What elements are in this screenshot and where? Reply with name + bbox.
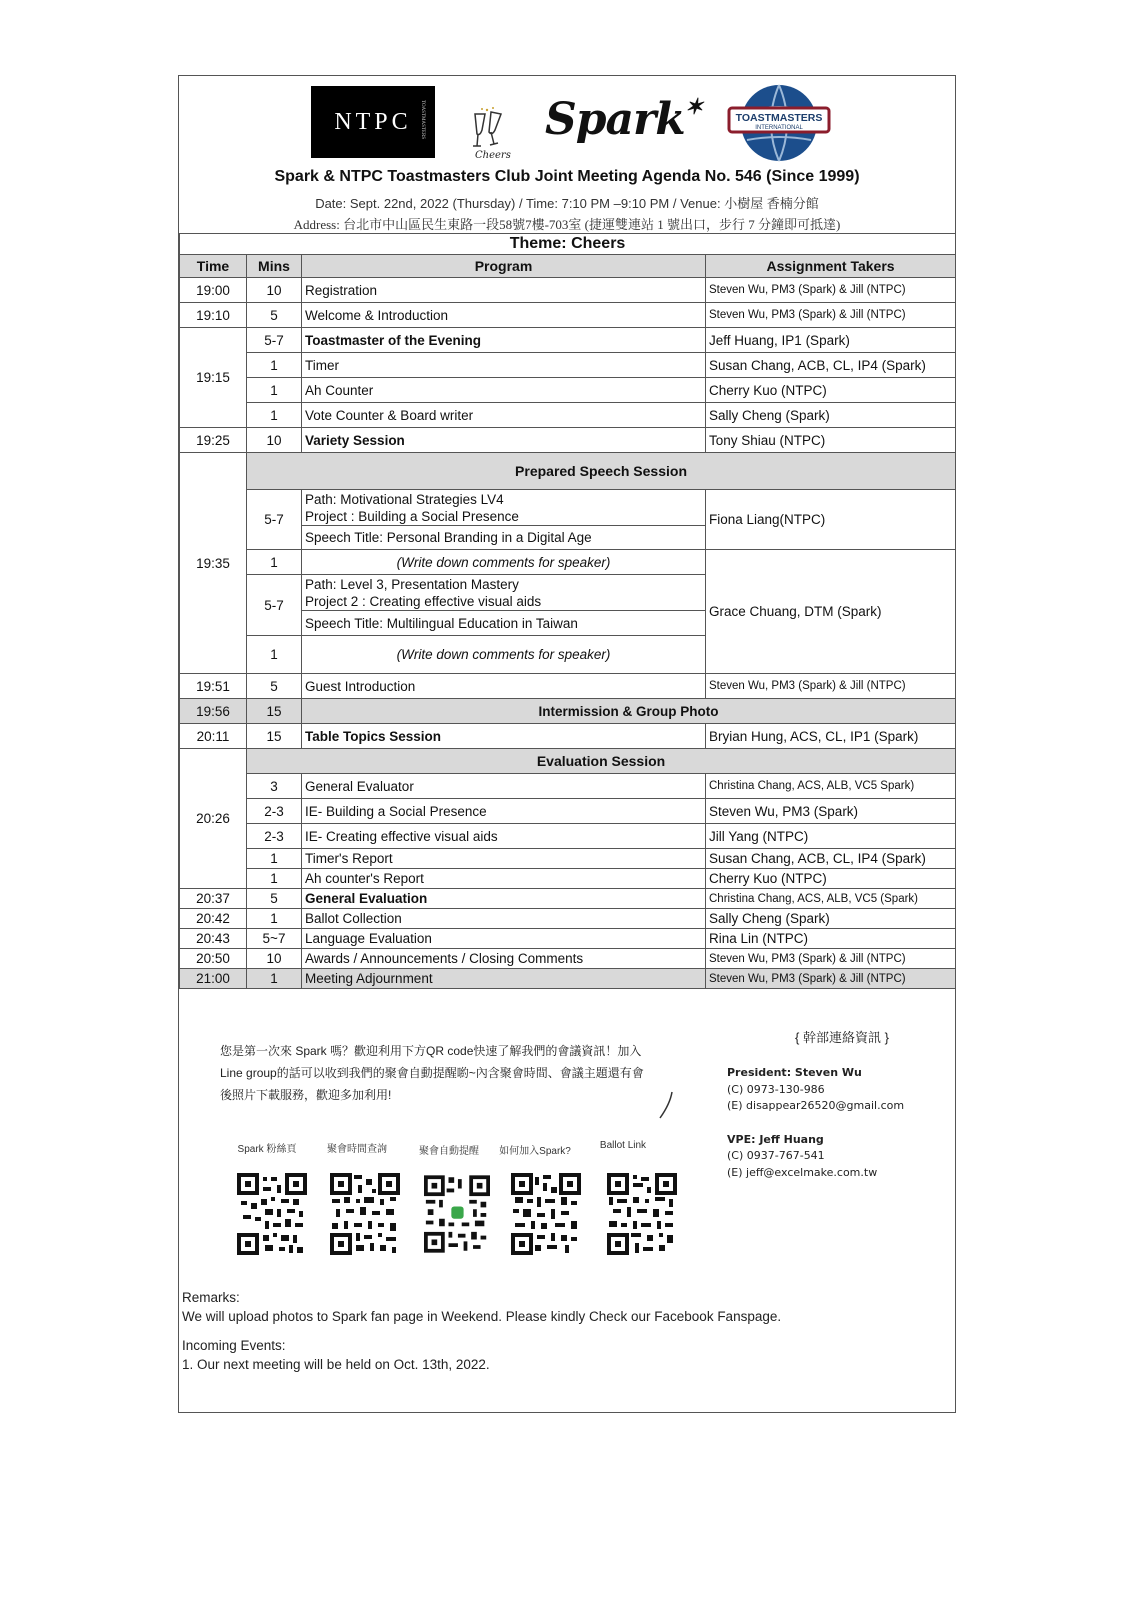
row-program: Intermission & Group Photo [302, 699, 956, 724]
row-time: 19:35 [180, 453, 247, 674]
row-program: Ballot Collection [302, 909, 706, 929]
table-header [180, 255, 956, 278]
president-email: (E) disappear26520@gmail.com [727, 1099, 905, 1112]
newcomer-intro [220, 1040, 700, 1106]
qr-label: 聚會自動提醒 [419, 1146, 479, 1157]
vpe-phone: (C) 0937-767-541 [727, 1149, 825, 1162]
row-mins: 1 [247, 636, 302, 674]
row-time: 20:26 [180, 749, 247, 889]
section-title: Prepared Speech Session [247, 453, 956, 490]
row-mins: 1 [247, 403, 302, 428]
row-program: Timer [302, 353, 706, 378]
row-program: Vote Counter & Board writer [302, 403, 706, 428]
meeting-address: Address: 台北市中山區民生東路一段58號7樓-703室 (捷運雙連站 1 號出口，步行 7 分鐘即可抵達) [293, 217, 841, 232]
row-program: Toastmaster of the Evening [302, 328, 706, 353]
cheers-glasses-icon [461, 106, 515, 162]
row-taker: Christina Chang, ACS, ALB, VC5 (Spark) [706, 889, 956, 909]
row-mins: 1 [247, 909, 302, 929]
table-row [180, 278, 956, 303]
table-row [180, 869, 956, 889]
ntpc-logo-text: NTPC [334, 108, 412, 135]
row-time: 19:00 [180, 278, 247, 303]
table-row [180, 849, 956, 869]
table-row [180, 889, 956, 909]
column-header: Program [302, 255, 706, 278]
row-taker: Steven Wu, PM3 (Spark) & Jill (NTPC) [706, 303, 956, 328]
row-mins: 5-7 [247, 328, 302, 353]
qr-label: 聚會時間查詢 [327, 1144, 387, 1155]
vpe-email: (E) jeff@excelmake.com.tw [727, 1165, 878, 1179]
comment-row [180, 550, 956, 575]
row-time: 20:43 [180, 929, 247, 949]
speech-row [180, 490, 956, 526]
row-taker: Sally Cheng (Spark) [706, 909, 956, 929]
theme-row [180, 234, 956, 255]
table-row [180, 929, 956, 949]
theme-title: Theme: Cheers [180, 234, 956, 255]
row-taker: Susan Chang, ACB, CL, IP4 (Spark) [706, 849, 956, 869]
row-mins: 1 [247, 849, 302, 869]
row-mins: 15 [247, 724, 302, 749]
ntpc-logo [311, 86, 435, 158]
table-row [180, 824, 956, 849]
toastmasters-international-logo [727, 82, 831, 164]
row-program: Timer's Report [302, 849, 706, 869]
row-mins: 1 [247, 378, 302, 403]
row-mins: 5 [247, 889, 302, 909]
meeting-dateline: Date: Sept. 22nd, 2022 (Thursday) / Time: 7:10 PM –9:10 PM / Venue: 小樹屋 香楠分館 [315, 196, 819, 211]
qr-code-ballot-link[interactable] [603, 1173, 681, 1255]
spark-logo: Spark✶ [545, 94, 703, 145]
row-program: Table Topics Session [302, 724, 706, 749]
logo-bar [179, 76, 955, 176]
speech-title: Speech Title: Multilingual Education in Taiwan [302, 611, 706, 636]
row-taker: Cherry Kuo (NTPC) [706, 378, 956, 403]
comment-note: (Write down comments for speaker) [302, 550, 706, 575]
cheers-logo-text: Cheers [475, 150, 511, 161]
row-mins: 5 [247, 303, 302, 328]
table-row [180, 353, 956, 378]
row-program: Variety Session [302, 428, 706, 453]
spark-logo-text: Spark [545, 94, 685, 145]
row-program: Guest Introduction [302, 674, 706, 699]
qr-code-join-spark[interactable] [511, 1173, 581, 1255]
row-time: 19:56 [180, 699, 247, 724]
row-mins: 10 [247, 278, 302, 303]
row-time: 20:42 [180, 909, 247, 929]
event-item: 1. Our next meeting will be held on Oct. 13th, 2022. [182, 1357, 490, 1372]
comment-note: (Write down comments for speaker) [302, 636, 706, 674]
qr-code-meeting-schedule[interactable] [328, 1173, 402, 1255]
row-time: 19:51 [180, 674, 247, 699]
page-title: Spark & NTPC Toastmasters Club Joint Meeting Agenda No. 546 (Since 1999) [274, 168, 860, 185]
remarks-block [182, 1288, 781, 1326]
row-mins: 5~7 [247, 929, 302, 949]
speech-path: Path: Motivational Strategies LV4 [305, 491, 504, 507]
row-program: IE- Building a Social Presence [302, 799, 706, 824]
row-mins: 1 [247, 550, 302, 575]
row-taker: Steven Wu, PM3 (Spark) & Jill (NTPC) [706, 674, 956, 699]
president-phone: (C) 0973-130-986 [727, 1082, 825, 1096]
row-taker: Steven Wu, PM3 (Spark) & Jill (NTPC) [706, 278, 956, 303]
table-row [180, 724, 956, 749]
row-program: General Evaluator [302, 774, 706, 799]
section-title: Evaluation Session [247, 749, 956, 774]
row-time: 19:10 [180, 303, 247, 328]
row-taker: Fiona Liang(NTPC) [706, 490, 956, 550]
row-time: 20:11 [180, 724, 247, 749]
agenda-table [179, 233, 956, 989]
table-row [180, 969, 956, 989]
row-taker: Steven Wu, PM3 (Spark) [706, 799, 956, 824]
intermission-row [180, 699, 956, 724]
remarks-label: Remarks: [182, 1290, 240, 1305]
row-taker: Bryian Hung, ACS, CL, IP1 (Spark) [706, 724, 956, 749]
row-taker: Rina Lin (NTPC) [706, 929, 956, 949]
remarks-text: We will upload photos to Spark fan page in Weekend. Please kindly Check our Facebook Fanspage. [182, 1309, 782, 1324]
row-time: 20:37 [180, 889, 247, 909]
row-mins: 2-3 [247, 799, 302, 824]
row-taker: Grace Chuang, DTM (Spark) [706, 550, 956, 674]
remarks-section [182, 1288, 781, 1384]
evaluation-section-header [180, 749, 956, 774]
row-mins: 2-3 [247, 824, 302, 849]
tm-logo-subtitle: INTERNATIONAL [755, 125, 803, 131]
row-mins: 1 [247, 869, 302, 889]
column-header: Time [180, 255, 247, 278]
table-row [180, 328, 956, 353]
pen-stroke-icon [656, 1090, 676, 1122]
intro-line: 您是第一次來 Spark 嗎？歡迎利用下方QR code快速了解我們的會議資訊！加入 [220, 1044, 642, 1058]
prepared-section-header [180, 453, 956, 490]
row-taker: Susan Chang, ACB, CL, IP4 (Spark) [706, 353, 956, 378]
row-mins: 5-7 [247, 575, 302, 636]
row-mins: 5-7 [247, 490, 302, 550]
table-row [180, 774, 956, 799]
table-row [180, 799, 956, 824]
row-time: 19:15 [180, 328, 247, 428]
row-taker: Jeff Huang, IP1 (Spark) [706, 328, 956, 353]
row-program: General Evaluation [302, 889, 706, 909]
table-row [180, 403, 956, 428]
speech-project: Project : Building a Social Presence [305, 508, 519, 524]
row-program: Language Evaluation [302, 929, 706, 949]
row-program: Ah Counter [302, 378, 706, 403]
speech-path: Path: Level 3, Presentation Mastery [305, 576, 519, 592]
intro-line: 後照片下載服務，歡迎多加利用! [220, 1088, 392, 1102]
tm-logo-title: TOASTMASTERS [735, 112, 823, 124]
column-header: Mins [247, 255, 302, 278]
intro-line: Line group的話可以收到我們的聚會自動提醒喲~內含聚會時間、會議主題還有會 [220, 1066, 644, 1080]
speech-project: Project 2 : Creating effective visual aids [305, 593, 542, 609]
ntpc-logo-subtext: TOASTMASTERS [420, 100, 425, 140]
column-header: Assignment Takers [706, 255, 956, 278]
row-time: 21:00 [180, 969, 247, 989]
row-taker: Sally Cheng (Spark) [706, 403, 956, 428]
qr-label: 如何加入Spark? [499, 1146, 571, 1157]
row-mins: 15 [247, 699, 302, 724]
row-mins: 5 [247, 674, 302, 699]
row-taker: Tony Shiau (NTPC) [706, 428, 956, 453]
qr-code-fanpage[interactable] [237, 1173, 307, 1255]
row-program: Registration [302, 278, 706, 303]
speech-title: Speech Title: Personal Branding in a Digital Age [302, 526, 706, 550]
row-taker: Cherry Kuo (NTPC) [706, 869, 956, 889]
row-time: 20:50 [180, 949, 247, 969]
officer-contacts [727, 1065, 904, 1181]
vpe-name: VPE: Jeff Huang [727, 1132, 824, 1146]
table-row [180, 428, 956, 453]
row-taker: Steven Wu, PM3 (Spark) & Jill (NTPC) [706, 969, 956, 989]
events-block [182, 1336, 781, 1374]
table-row [180, 949, 956, 969]
row-taker: Steven Wu, PM3 (Spark) & Jill (NTPC) [706, 949, 956, 969]
row-mins: 1 [247, 353, 302, 378]
row-mins: 10 [247, 949, 302, 969]
qr-label: Ballot Link [599, 1140, 647, 1151]
table-row [180, 909, 956, 929]
row-taker: Jill Yang (NTPC) [706, 824, 956, 849]
events-label: Incoming Events: [182, 1338, 286, 1353]
row-taker: Christina Chang, ACS, ALB, VC5 Spark) [706, 774, 956, 799]
qr-label: Spark 粉絲頁 [237, 1144, 297, 1155]
row-program: Meeting Adjournment [302, 969, 706, 989]
speech-path-project [302, 490, 706, 526]
row-mins: 3 [247, 774, 302, 799]
row-time: 19:25 [180, 428, 247, 453]
table-row [180, 674, 956, 699]
row-program: Ah counter's Report [302, 869, 706, 889]
row-mins: 10 [247, 428, 302, 453]
speech-path-project [302, 575, 706, 611]
row-program: Welcome & Introduction [302, 303, 706, 328]
row-program: IE- Creating effective visual aids [302, 824, 706, 849]
table-row [180, 303, 956, 328]
president-name: President: Steven Wu [727, 1066, 862, 1079]
row-mins: 1 [247, 969, 302, 989]
table-row [180, 378, 956, 403]
row-program: Awards / Announcements / Closing Comments [302, 949, 706, 969]
qr-code-line-reminder[interactable] [424, 1173, 490, 1255]
officer-heading: { 幹部連絡資訊 } [795, 1030, 889, 1045]
